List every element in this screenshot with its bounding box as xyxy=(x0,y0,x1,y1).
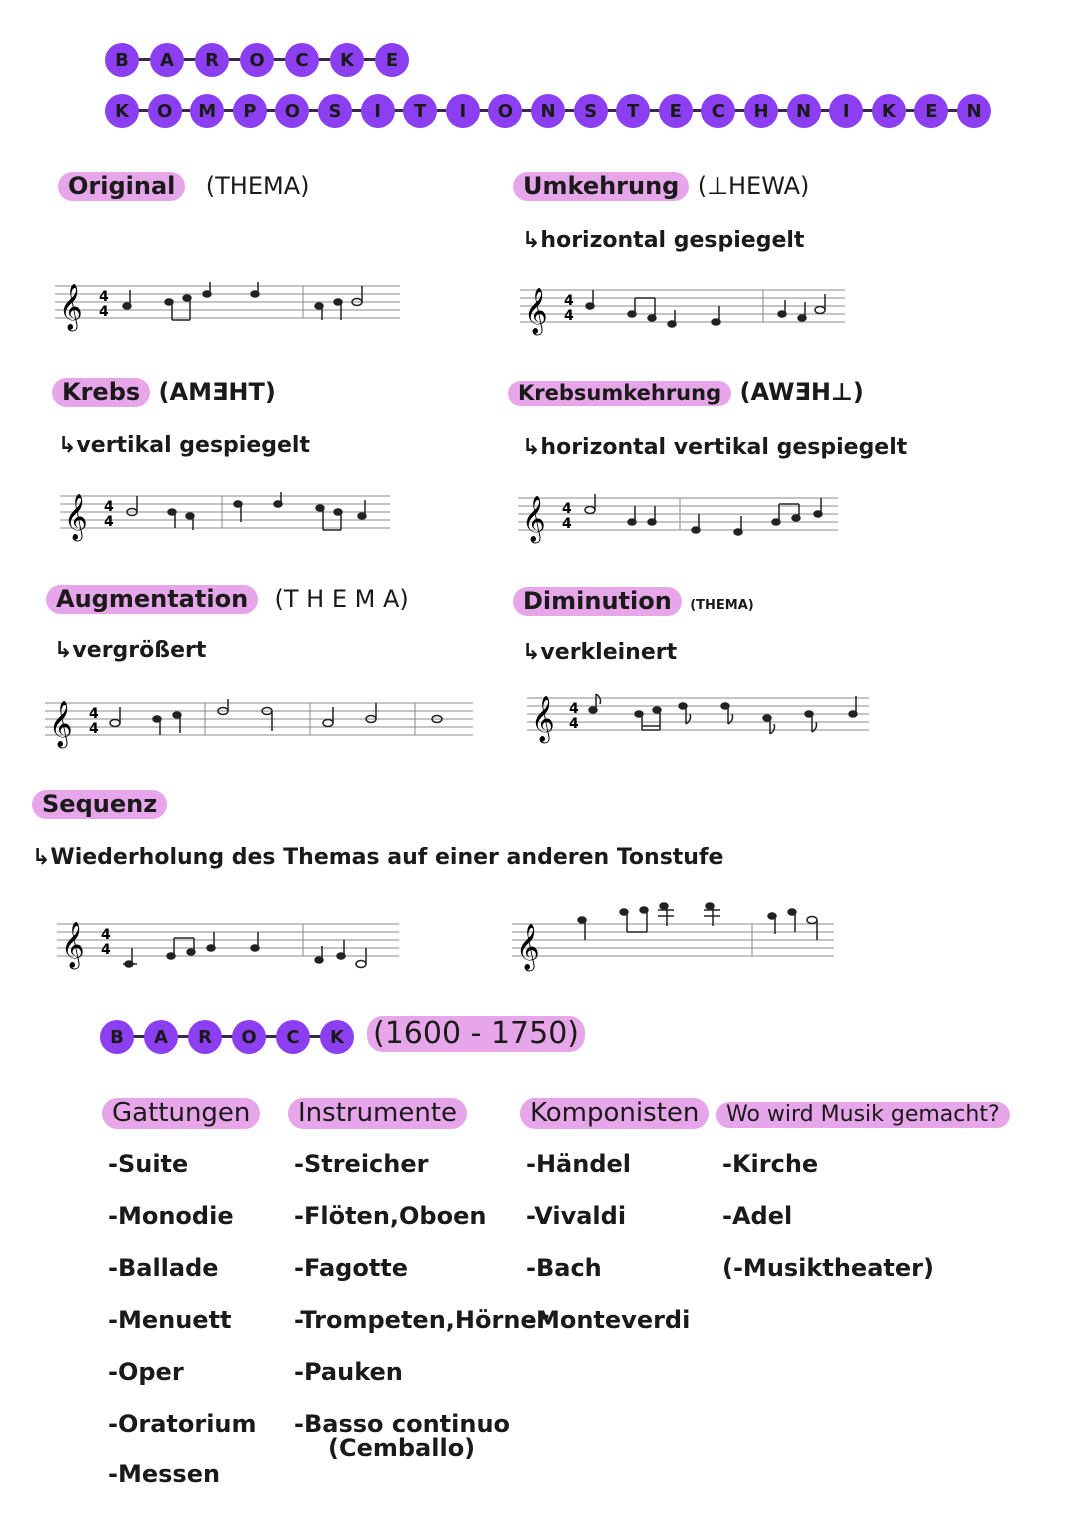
title-letter-bead: R xyxy=(188,1020,222,1054)
title-letter-bead: K xyxy=(872,94,906,128)
title-letter-bead: O xyxy=(488,94,522,128)
list-item: -Suite xyxy=(108,1150,189,1178)
list-item: (Cemballo) xyxy=(328,1434,476,1462)
column-head-label: Instrumente xyxy=(288,1098,467,1129)
list-item: -Streicher xyxy=(294,1150,429,1178)
title-letter-bead: N xyxy=(787,94,821,128)
desc-umkehrung: ↳horizontal gespiegelt xyxy=(522,228,805,253)
staff-augmentation xyxy=(45,697,475,747)
title-letter-bead: O xyxy=(275,94,309,128)
treble-clef-icon: 𝄞 xyxy=(522,496,546,542)
svg-text:4: 4 xyxy=(89,706,99,722)
title-letter-bead: I xyxy=(361,94,395,128)
title-letter-bead: B xyxy=(105,43,139,77)
desc-diminution: ↳verkleinert xyxy=(522,640,678,665)
list-item: -Fagotte xyxy=(294,1254,409,1282)
section-krebs xyxy=(52,378,276,407)
list-item: -Flöten,Oboen xyxy=(294,1202,487,1230)
list-item: -Händel xyxy=(526,1150,632,1178)
label-krebs: Krebs xyxy=(52,378,150,407)
label-diminution: Diminution xyxy=(513,587,682,616)
svg-text:4: 4 xyxy=(569,716,579,732)
column-head-label: Komponisten xyxy=(520,1098,709,1129)
list-item: -Adel xyxy=(722,1202,793,1230)
staff-krebs xyxy=(60,490,395,540)
title-letter-bead: K xyxy=(105,94,139,128)
title-letter-bead: I xyxy=(446,94,480,128)
label-sequenz: Sequenz xyxy=(32,790,167,819)
list-item: -Monodie xyxy=(108,1202,234,1230)
treble-clef-icon: 𝄞 xyxy=(49,701,73,747)
title-letter-bead: N xyxy=(531,94,565,128)
staff-diminution xyxy=(527,692,872,742)
treble-clef-icon: 𝄞 xyxy=(524,288,548,334)
list-item: -Monteverdi xyxy=(526,1306,691,1334)
list-item: -Messen xyxy=(108,1460,221,1488)
paren-diminution: (THEMA) xyxy=(690,598,754,613)
title-letter-bead: C xyxy=(285,43,319,77)
list-item: -Basso continuo xyxy=(294,1410,511,1438)
title-kompositionstechniken xyxy=(105,94,995,128)
list-item: -Ballade xyxy=(108,1254,219,1282)
list-item: -Trompeten,Hörner xyxy=(294,1306,549,1334)
svg-text:4: 4 xyxy=(99,304,109,320)
title-barock xyxy=(100,1020,365,1054)
paren-krebs: (AMƎHT) xyxy=(158,378,276,406)
label-krebsumkehrung: Krebsumkehrung xyxy=(508,381,731,406)
desc-sequenz: ↳Wiederholung des Themas auf einer anderen Tonstufe xyxy=(32,845,724,870)
title-letter-bead: S xyxy=(318,94,352,128)
title-letter-bead: E xyxy=(659,94,693,128)
title-letter-bead: O xyxy=(240,43,274,77)
svg-text:4: 4 xyxy=(564,293,574,309)
column-head xyxy=(102,1098,260,1129)
svg-text:4: 4 xyxy=(562,516,572,532)
desc-krebs: ↳vertikal gespiegelt xyxy=(58,433,310,458)
desc-krebsumkehrung: ↳horizontal vertikal gespiegelt xyxy=(522,435,908,460)
svg-text:4: 4 xyxy=(564,308,574,324)
section-sequenz xyxy=(32,790,167,819)
title-letter-bead: H xyxy=(744,94,778,128)
treble-clef-icon: 𝄞 xyxy=(64,494,88,540)
treble-clef-icon: 𝄞 xyxy=(531,696,555,742)
title-letter-bead: E xyxy=(914,94,948,128)
paren-original: (THEMA) xyxy=(205,172,310,200)
treble-clef-icon: 𝄞 xyxy=(59,284,83,330)
title-letter-bead: A xyxy=(150,43,184,77)
title-letter-bead: P xyxy=(233,94,267,128)
title-letter-bead: O xyxy=(148,94,182,128)
paren-umkehrung: (⊥HEWA) xyxy=(697,172,810,200)
list-item: -Bach xyxy=(526,1254,602,1282)
section-diminution xyxy=(513,587,754,616)
desc-augmentation: ↳vergrößert xyxy=(54,638,207,663)
title-letter-bead: E xyxy=(375,43,409,77)
list-item: (-Musiktheater) xyxy=(722,1254,934,1282)
title-letter-bead: I xyxy=(829,94,863,128)
title-baroque xyxy=(105,43,410,77)
title-letter-bead: S xyxy=(574,94,608,128)
period-text: (1600 - 1750) xyxy=(367,1016,585,1052)
svg-text:4: 4 xyxy=(104,514,114,530)
list-item: -Pauken xyxy=(294,1358,403,1386)
title-letter-bead: N xyxy=(957,94,991,128)
period-badge xyxy=(367,1016,585,1052)
column-head xyxy=(288,1098,467,1129)
label-original: Original xyxy=(58,172,185,201)
treble-clef-icon: 𝄞 xyxy=(516,924,540,970)
title-letter-bead: K xyxy=(320,1020,354,1054)
title-letter-bead: O xyxy=(232,1020,266,1054)
paren-krebsumkehrung: (AWƎH⊥) xyxy=(739,378,864,406)
title-letter-bead: T xyxy=(616,94,650,128)
title-letter-bead: B xyxy=(100,1020,134,1054)
title-letter-bead: K xyxy=(330,43,364,77)
staff-sequenz-2 xyxy=(512,898,837,968)
staff-sequenz-1 xyxy=(57,918,402,970)
list-item: -Menuett xyxy=(108,1306,232,1334)
title-letter-bead: A xyxy=(144,1020,178,1054)
staff-original xyxy=(55,280,405,330)
column-head xyxy=(520,1098,709,1129)
column-head-label: Wo wird Musik gemacht? xyxy=(716,1102,1010,1128)
section-augmentation xyxy=(46,585,409,614)
svg-text:4: 4 xyxy=(89,721,99,737)
staff-umkehrung xyxy=(520,284,850,334)
svg-text:4: 4 xyxy=(99,289,109,305)
title-letter-bead: M xyxy=(190,94,224,128)
svg-text:4: 4 xyxy=(569,701,579,717)
paren-augmentation: (T H E M A) xyxy=(274,585,409,613)
column-head xyxy=(716,1098,1010,1128)
title-letter-bead: C xyxy=(701,94,735,128)
treble-clef-icon: 𝄞 xyxy=(61,922,85,968)
list-item: -Vivaldi xyxy=(526,1202,627,1230)
section-original xyxy=(58,172,309,201)
label-augmentation: Augmentation xyxy=(46,585,258,614)
section-umkehrung xyxy=(513,172,809,201)
title-letter-bead: T xyxy=(403,94,437,128)
column-head-label: Gattungen xyxy=(102,1098,260,1129)
svg-text:4: 4 xyxy=(562,501,572,517)
svg-text:4: 4 xyxy=(104,499,114,515)
list-item: -Kirche xyxy=(722,1150,819,1178)
svg-text:4: 4 xyxy=(101,942,111,958)
title-letter-bead: C xyxy=(276,1020,310,1054)
svg-text:4: 4 xyxy=(101,927,111,943)
staff-krebsumkehrung xyxy=(518,492,843,542)
title-letter-bead: R xyxy=(195,43,229,77)
list-item: -Oratorium xyxy=(108,1410,257,1438)
section-krebsumkehrung xyxy=(508,378,864,406)
label-umkehrung: Umkehrung xyxy=(513,172,689,201)
list-item: -Oper xyxy=(108,1358,184,1386)
